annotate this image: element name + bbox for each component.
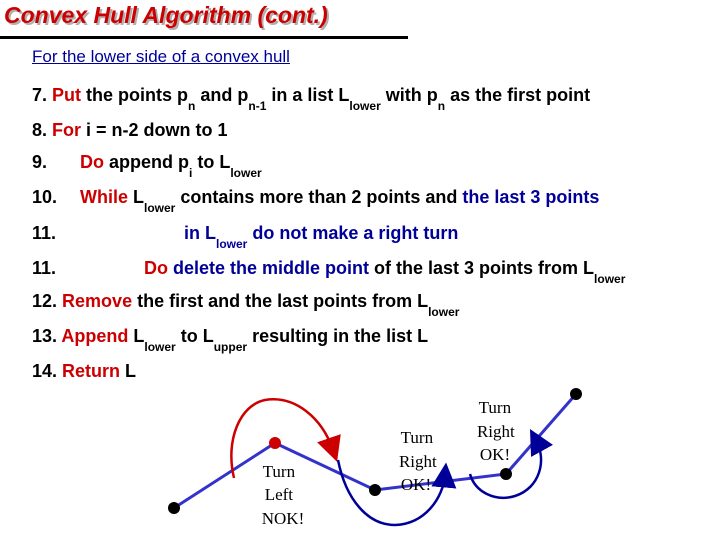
step-11-condition bbox=[32, 223, 459, 251]
hull-point-red bbox=[269, 437, 281, 449]
step-text: to L bbox=[175, 326, 214, 346]
slide-title: Convex Hull Algorithm (cont.) bbox=[4, 2, 328, 28]
step-text: with p bbox=[380, 85, 438, 105]
hull-point bbox=[500, 468, 512, 480]
keyword-for: For bbox=[52, 120, 82, 140]
step-text: as the first point bbox=[445, 85, 591, 105]
subscript: lower bbox=[230, 166, 262, 180]
step-number: 9. bbox=[32, 152, 48, 172]
step-number: 11. bbox=[32, 223, 57, 243]
subscript: lower bbox=[349, 99, 381, 113]
subscript: lower bbox=[428, 305, 460, 319]
subscript: i bbox=[189, 166, 193, 180]
step-number: 8. bbox=[32, 120, 48, 140]
subscript: lower bbox=[144, 201, 176, 215]
keyword-remove: Remove bbox=[62, 291, 133, 311]
title-underline bbox=[0, 36, 408, 39]
step-13 bbox=[32, 326, 429, 354]
step-text: i = n-2 down to 1 bbox=[81, 120, 228, 140]
step-number: 14. bbox=[32, 361, 58, 381]
subscript: n-1 bbox=[248, 99, 267, 113]
keyword-do: Do bbox=[80, 152, 104, 172]
step-number: 10. bbox=[32, 187, 58, 207]
turn-right-note-right: Turn Right OK! bbox=[476, 398, 515, 464]
step-number: 12. bbox=[32, 291, 58, 311]
step-9 bbox=[32, 152, 262, 180]
step-text: L bbox=[128, 326, 145, 346]
keyword-append: Append bbox=[61, 326, 129, 346]
hull-point bbox=[369, 484, 381, 496]
subscript: lower bbox=[594, 272, 626, 286]
keyword-put: Put bbox=[52, 85, 82, 105]
step-text: to L bbox=[192, 152, 231, 172]
step-text: append p bbox=[104, 152, 189, 172]
hull-point bbox=[570, 388, 582, 400]
step-text: contains more than 2 points and bbox=[175, 187, 463, 207]
step-text: and p bbox=[195, 85, 249, 105]
keyword-do: Do bbox=[144, 258, 168, 278]
turn-diagram bbox=[0, 380, 720, 540]
step-number: 11. bbox=[32, 258, 57, 278]
step-text: the first and the last points from L bbox=[132, 291, 429, 311]
step-7 bbox=[32, 85, 591, 113]
step-8 bbox=[32, 120, 228, 141]
step-text: in a list L bbox=[266, 85, 350, 105]
action-text: delete the middle point bbox=[168, 258, 370, 278]
step-text: the points p bbox=[81, 85, 189, 105]
subscript: n bbox=[437, 99, 446, 113]
keyword-while: While bbox=[80, 187, 128, 207]
step-number: 13. bbox=[32, 326, 58, 346]
hull-point bbox=[168, 502, 180, 514]
subscript: lower bbox=[216, 237, 248, 251]
step-number: 7. bbox=[32, 85, 48, 105]
step-10 bbox=[32, 187, 600, 215]
step-12 bbox=[32, 291, 460, 319]
step-text: of the last 3 points from L bbox=[369, 258, 595, 278]
turn-right-note-middle: Turn Right OK! bbox=[398, 428, 437, 494]
subscript: n bbox=[188, 99, 196, 113]
keyword-return: Return bbox=[62, 361, 121, 381]
subscript: upper bbox=[213, 340, 248, 354]
subtitle: For the lower side of a convex hull bbox=[32, 47, 290, 66]
condition-text: do not make a right turn bbox=[247, 223, 459, 243]
turn-left-note: Turn Left NOK! bbox=[261, 462, 305, 528]
subscript: lower bbox=[144, 340, 176, 354]
step-14 bbox=[32, 361, 136, 382]
condition-text: in L bbox=[184, 223, 216, 243]
step-text: resulting in the list L bbox=[247, 326, 429, 346]
condition-text: the last 3 points bbox=[462, 187, 600, 207]
step-text: L bbox=[128, 187, 144, 207]
step-text: L bbox=[120, 361, 137, 381]
step-11-action bbox=[32, 258, 626, 286]
